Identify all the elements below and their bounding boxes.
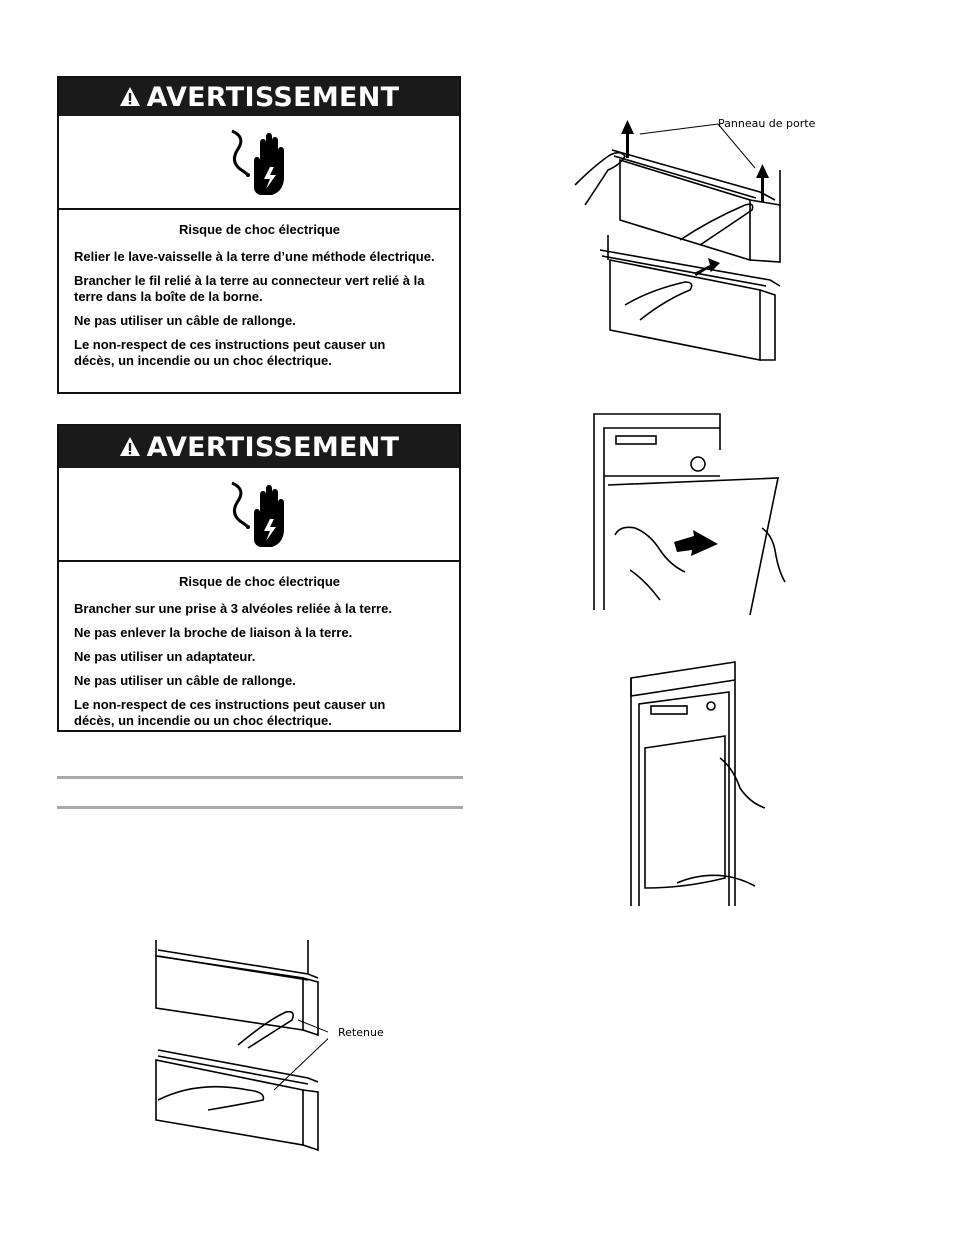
warning-body xyxy=(59,562,459,745)
panel-insert-illustration xyxy=(590,410,820,620)
electric-shock-hand-icon xyxy=(224,479,294,549)
warning-line: Ne pas enlever la broche de liaison à la terre. xyxy=(74,625,353,640)
warning-heading: AVERTISSEMENT xyxy=(146,431,400,463)
warning-triangle-icon xyxy=(119,86,141,108)
warning-box-2 xyxy=(57,424,461,732)
retainer-illustration xyxy=(148,940,328,1160)
section-rule xyxy=(57,776,463,779)
icon-panel xyxy=(59,116,459,210)
door-panel-label: Panneau de porte xyxy=(718,117,816,130)
warning-line: Ne pas utiliser un adaptateur. xyxy=(74,649,256,664)
warning-title: Risque de choc électrique xyxy=(178,574,341,589)
warning-title: Risque de choc électrique xyxy=(178,222,341,237)
retainer-label: Retenue xyxy=(338,1026,384,1039)
section-rule xyxy=(57,806,463,809)
warning-heading: AVERTISSEMENT xyxy=(146,81,400,113)
warning-line: Le non-respect de ces instructions peut causer un décès, un incendie ou un choc électrique. xyxy=(74,337,386,368)
warning-line: Ne pas utiliser un câble de rallonge. xyxy=(74,673,296,688)
door-panel-illustration xyxy=(570,110,820,370)
warning-line: Ne pas utiliser un câble de rallonge. xyxy=(74,313,296,328)
icon-panel xyxy=(59,468,459,562)
warning-line: Brancher le fil relié à la terre au connecteur vert relié à la terre dans la boîte de la borne. xyxy=(74,273,425,304)
warning-body xyxy=(59,210,459,385)
warning-line: Relier le lave-vaisselle à la terre d’une méthode électrique. xyxy=(74,249,435,264)
warning-header xyxy=(59,426,459,468)
warning-header xyxy=(59,78,459,116)
warning-line: Brancher sur une prise à 3 alvéoles reliée à la terre. xyxy=(74,601,392,616)
warning-line: Le non-respect de ces instructions peut causer un décès, un incendie ou un choc électrique. xyxy=(74,697,386,728)
door-install-illustration xyxy=(625,658,775,908)
electric-shock-hand-icon xyxy=(224,127,294,197)
warning-box-1 xyxy=(57,76,461,394)
warning-triangle-icon xyxy=(119,436,141,458)
